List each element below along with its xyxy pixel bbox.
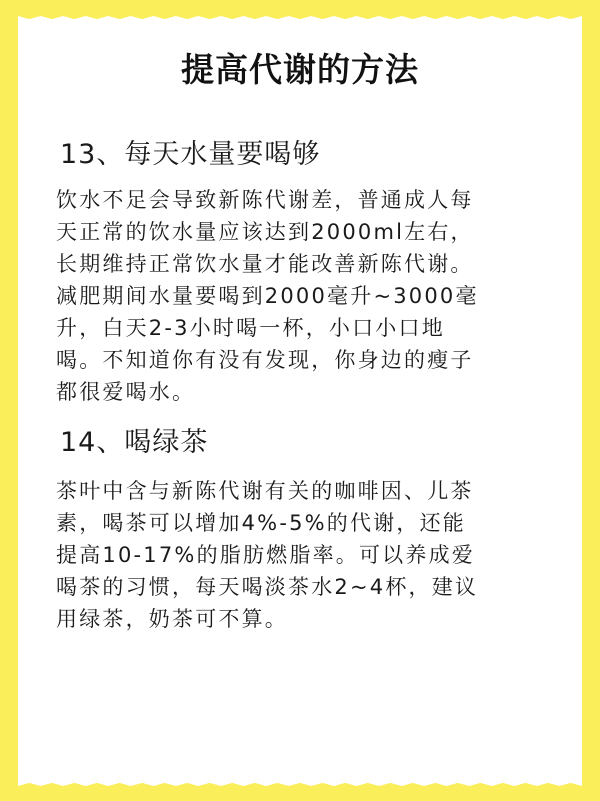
paragraph-line: 饮水不足会导致新陈代谢差，普通成人每 (56, 188, 474, 212)
paragraph-line: 喝。不知道你有没有发现，你身边的瘦子 (56, 348, 474, 372)
section-heading-13: 13、每天水量要喝够 (60, 139, 321, 170)
paragraph-line: 长期维持正常饮水量才能改善新陈代谢。 (56, 252, 474, 276)
paragraph-line: 升，白天2-3小时喝一杯，小口小口地 (56, 316, 445, 340)
section-paragraph-14 (56, 475, 556, 635)
paragraph-line: 用绿茶，奶茶可不算。 (56, 607, 288, 631)
paragraph-line: 天正常的饮水量应该达到2000ml左右， (56, 220, 474, 244)
paragraph-line: 喝茶的习惯，每天喝淡茶水2~4杯，建议 (56, 575, 479, 599)
paragraph-line: 茶叶中含与新陈代谢有关的咖啡因、儿茶 (56, 479, 474, 503)
section-heading-14: 14、喝绿茶 (60, 427, 209, 458)
page-title: 提高代谢的方法 (181, 50, 419, 89)
paragraph-line: 提高10-17%的脂肪燃脂率。可以养成爱 (56, 543, 475, 567)
paragraph-line: 减肥期间水量要喝到2000毫升~3000毫 (56, 284, 479, 308)
paragraph-line: 素，喝茶可以增加4%-5%的代谢，还能 (56, 511, 467, 535)
paragraph-line: 都很爱喝水。 (56, 380, 196, 404)
section-paragraph-13 (56, 184, 556, 408)
